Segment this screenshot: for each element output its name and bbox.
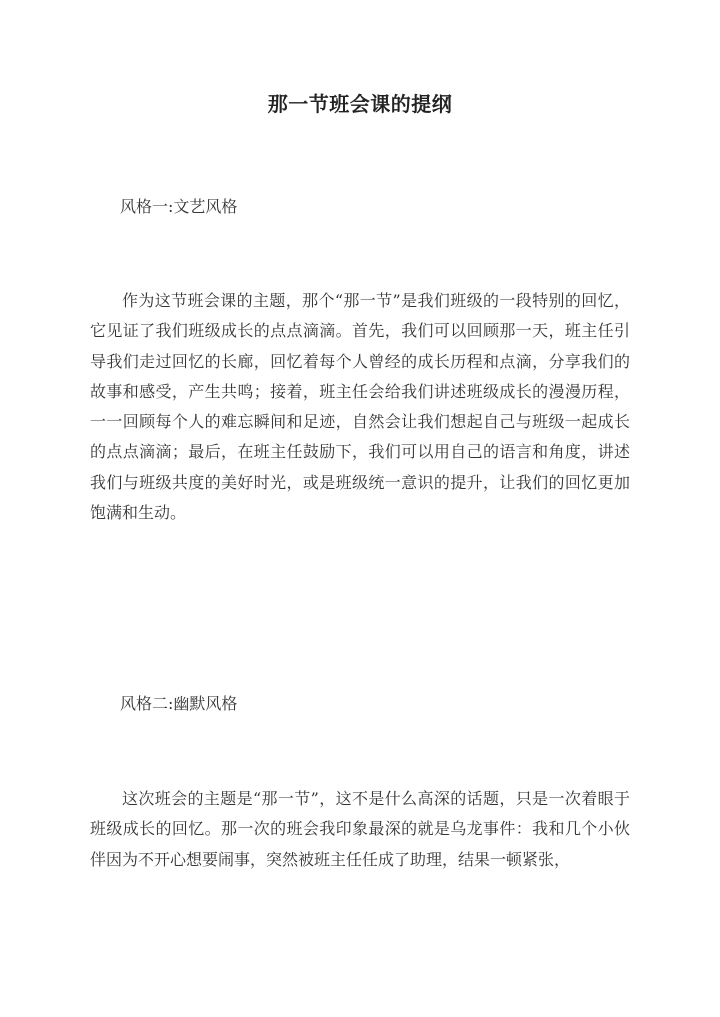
section-paragraph-literary: 作为这节班会课的主题，那个“那一节”是我们班级的一段特别的回忆，它见证了我们班级成长的点点滴滴。首先，我们可以回顾那一天，班主任引导我们走过回忆的长廊，回忆着每个人曾经的成长历程和点滴，分享我们的故事和感受，产生共鸣；接着，班主任会给我们讲述班级成长的漫漫历程，一一回顾每个人的难忘瞬间和足迹，自然会让我们想起自己与班级一起成长的点点滴滴；最后，在班主任鼓励下，我们可以用自己的语言和角度，讲述我们与班级共度的美好时光，或是班级统一意识的提升，让我们的回忆更加饱满和生动。	[90, 291, 630, 523]
section-heading-humor: 风格二:幽默风格	[120, 694, 238, 713]
document-title: 那一节班会课的提纲	[267, 92, 453, 116]
section-paragraph-humor: 这次班会的主题是“那一节”，这不是什么高深的话题，只是一次着眼于班级成长的回忆。那一次的班会我印象最深的就是乌龙事件：我和几个小伙伴因为不开心想要闹事，突然被班主任任成了助理，结果一顿紧张，	[90, 789, 630, 869]
section-heading-literary: 风格一:文艺风格	[120, 197, 238, 216]
